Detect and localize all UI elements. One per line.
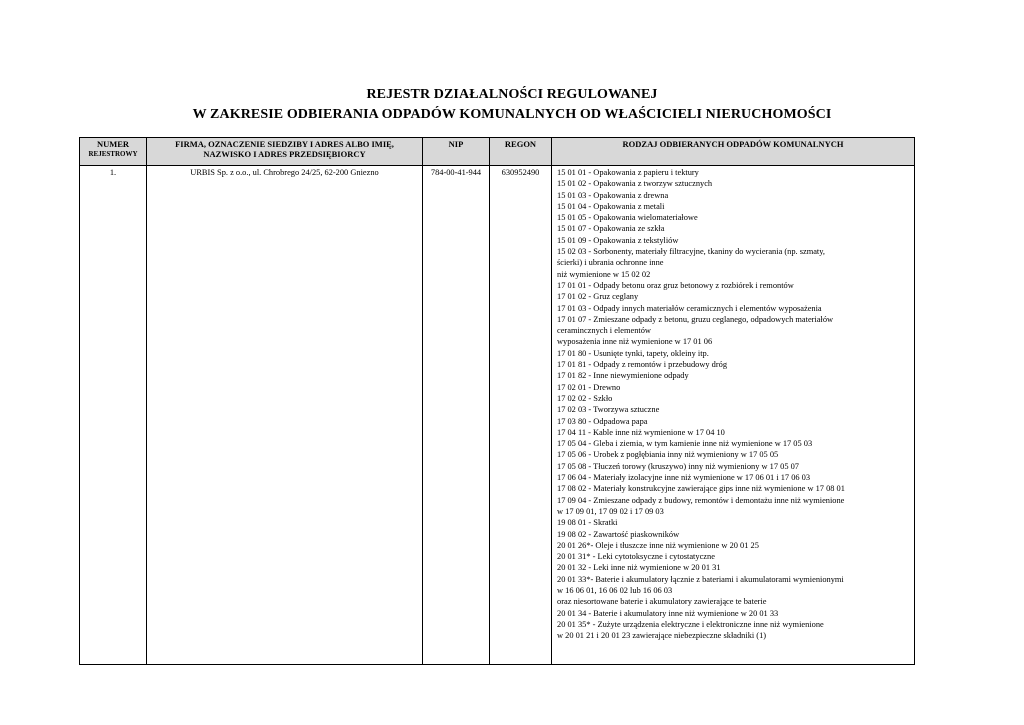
waste-code-line: 17 04 11 - Kable inne niż wymienione w 17 04 10	[557, 427, 725, 437]
register-table	[79, 137, 915, 665]
waste-code-line: 20 01 31* - Leki cytotoksyczne i cytostatyczne	[557, 552, 715, 562]
waste-code-line: 17 01 01 - Odpady betonu oraz gruz betonowy z rozbiórek i remontów	[557, 280, 794, 290]
waste-code-line: 17 05 04 - Gleba i ziemia, w tym kamienie inne niż wymienione w 17 05 03	[557, 439, 813, 449]
waste-code-line: 17 05 06 - Urobek z pogłębiania inny niż wymieniony w 17 05 05	[557, 450, 779, 460]
waste-code-line: 15 01 01 - Opakowania z papieru i tektury	[557, 168, 699, 177]
waste-code-line: w 17 09 01, 17 09 02 i 17 09 03	[557, 506, 664, 516]
waste-code-line: 20 01 26*- Oleje i tłuszcze inne niż wymienione w 20 01 25	[557, 540, 759, 550]
waste-code-line: 19 08 01 - Skratki	[557, 518, 618, 528]
page-title-line-2: W ZAKRESIE ODBIERANIA ODPADÓW KOMUNALNYCH OD WŁAŚCICIELI NIERUCHOMOŚCI	[192, 107, 832, 122]
waste-code-line: ceramincznych i elementów	[557, 326, 651, 336]
waste-code-line: 15 01 07 - Opakowania ze szkła	[557, 224, 665, 234]
header-firma	[147, 138, 423, 166]
waste-code-line: 17 01 03 - Odpady innych materiałów ceramicznych i elementów wyposażenia	[557, 303, 822, 313]
header-numer-rejestrowy	[80, 138, 147, 166]
waste-code-line: 17 02 03 - Tworzywa sztuczne	[557, 405, 660, 415]
waste-code-line: wyposażenia inne niż wymienione w 17 01 06	[557, 337, 713, 347]
waste-code-line: oraz niesortowane baterie i akumulatory zawierające te baterie	[557, 597, 767, 607]
waste-code-line: 17 02 01 - Drewno	[557, 382, 621, 392]
waste-code-line: 17 01 81 - Odpady z remontów i przebudowy dróg	[557, 360, 728, 370]
table-row	[80, 166, 915, 665]
waste-code-line: 15 01 03 - Opakowania z drewna	[557, 190, 669, 200]
header-numer-label: NUMER	[96, 139, 130, 149]
waste-code-line: 15 01 02 - Opakowania z tworzyw sztucznych	[557, 179, 713, 189]
waste-code-line: niż wymienione w 15 02 02	[557, 269, 651, 279]
waste-code-line: 20 01 33*- Baterie i akumulatory łącznie z bateriami i akumulatorami wymienionymi	[557, 574, 844, 584]
waste-code-line: 15 01 04 - Opakowania z metali	[557, 201, 665, 211]
header-nip: NIP	[423, 138, 490, 166]
header-rodzaj-odpadow: RODZAJ ODBIERANYCH ODPADÓW KOMUNALNYCH	[552, 138, 915, 166]
table-header-row	[80, 138, 915, 166]
waste-code-line: 15 01 05 - Opakowania wielomateriałowe	[557, 213, 698, 223]
waste-code-line: 17 03 80 - Odpadowa papa	[557, 416, 648, 426]
waste-code-line: 15 01 09 - Opakowania z tekstyliów	[557, 235, 679, 245]
cell-firma: URBIS Sp. z o.o., ul. Chrobrego 24/25, 62-200 Gniezno	[147, 166, 423, 665]
waste-code-line: 20 01 32 - Leki inne niż wymienione w 20 01 31	[557, 563, 721, 573]
waste-code-line: 17 08 02 - Materiały konstrukcyjne zawierające gips inne niż wymienione w 17 08 01	[557, 484, 845, 494]
cell-waste-codes	[552, 166, 915, 665]
waste-code-line: 15 02 03 - Sorbonenty, materiały filtracyjne, tkaniny do wycierania (np. szmaty,	[557, 247, 825, 257]
waste-code-line: 17 05 08 - Tłuczeń torowy (kruszywo) inny niż wymieniony w 17 05 07	[557, 461, 799, 471]
waste-code-line: 17 01 82 - Inne niewymienione odpady	[557, 371, 689, 381]
waste-code-line: 19 08 02 - Zawartość piaskowników	[557, 529, 680, 539]
waste-code-line: 20 01 35* - Zużyte urządzenia elektryczne i elektroniczne inne niż wymienione	[557, 619, 824, 629]
waste-code-line: w 20 01 21 i 20 01 23 zawierające niebezpieczne składniki (1)	[557, 631, 767, 641]
waste-code-line: 17 01 80 - Usunięte tynki, tapety, okleiny itp.	[557, 348, 709, 358]
cell-nip: 784-00-41-944	[423, 166, 490, 665]
waste-code-line: 17 01 02 - Gruz ceglany	[557, 292, 639, 302]
waste-code-line: 17 02 02 - Szkło	[557, 393, 613, 403]
header-firma-line-2: NAZWISKO I ADRES PRZEDSIĘBIORCY	[203, 149, 366, 159]
header-numer-sublabel: REJESTROWY	[88, 150, 138, 158]
header-regon: REGON	[490, 138, 552, 166]
cell-numer: 1.	[80, 166, 147, 665]
waste-code-line: ścierki) i ubrania ochronne inne	[557, 258, 664, 268]
page-title-line-1: REJESTR DZIAŁALNOŚCI REGULOWANEJ	[366, 87, 658, 102]
header-firma-line-1: FIRMA, OZNACZENIE SIEDZIBY I ADRES ALBO IMIĘ,	[175, 139, 394, 149]
waste-code-line: 17 01 07 - Zmieszane odpady z betonu, gruzu ceglanego, odpadowych materiałów	[557, 314, 834, 324]
waste-code-line: 17 09 04 - Zmieszane odpady z budowy, remontów i demontażu inne niż wymienione	[557, 495, 845, 505]
waste-code-line: 17 06 04 - Materiały izolacyjne inne niż wymienione w 17 06 01 i 17 06 03	[557, 473, 811, 483]
waste-code-line: w 16 06 01, 16 06 02 lub 16 06 03	[557, 585, 673, 595]
waste-code-line: 20 01 34 - Baterie i akumulatory inne niż wymienione w 20 01 33	[557, 608, 779, 618]
cell-regon: 630952490	[490, 166, 552, 665]
